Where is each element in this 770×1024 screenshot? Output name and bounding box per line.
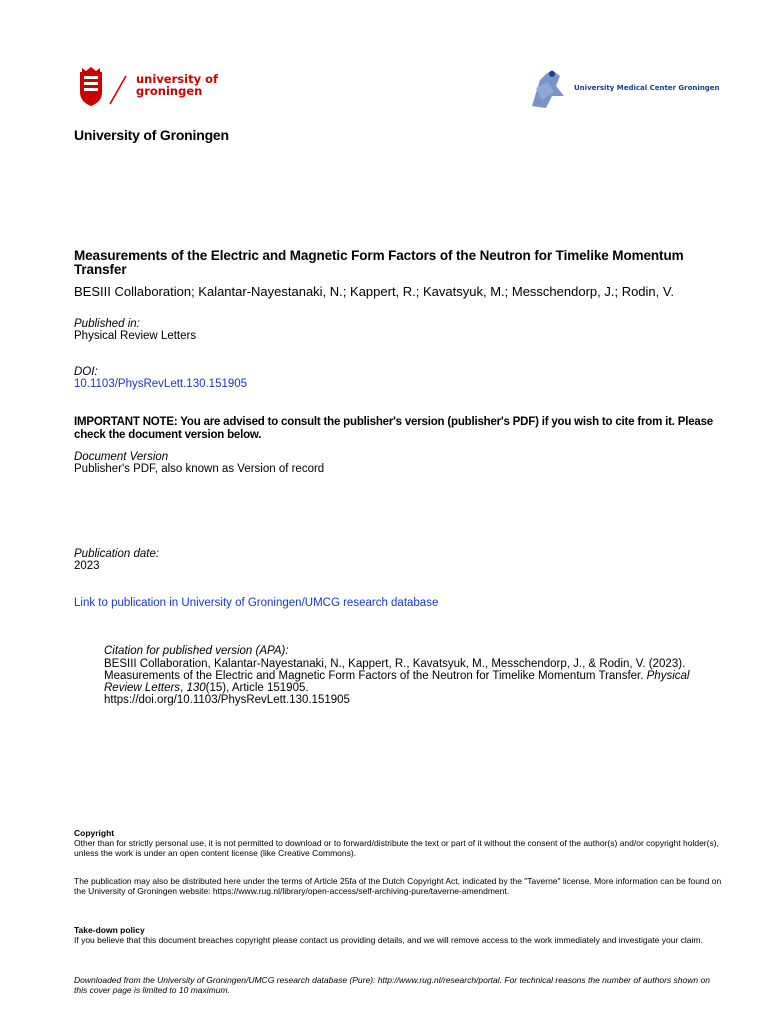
citation-separator: , [180, 682, 187, 694]
taverne-notice: The publication may also be distributed here under the terms of Article 25fa of the Dutch Copyright Act, indicated by the "Taverne" license. More information can be found on the University of Groningen website: https://www.rug.nl/library/open-access/self-archiving-pure/taverne-amendment. [74, 876, 722, 896]
umcg-figure-icon [526, 66, 570, 112]
rug-wordmark-line2: groningen [136, 84, 203, 98]
download-footer: Downloaded from the University of Groningen/UMCG research database (Pure): http://www.rug.nl/research/portal. For technical reasons the number of authors shown on this cover page is limited to 10 maximum. [74, 975, 710, 995]
published-in-label: Published in: [74, 318, 140, 330]
umcg-logo [526, 66, 720, 112]
published-in-section [74, 318, 196, 342]
rug-wordmark-line1: university of [136, 72, 218, 86]
citation-text [104, 658, 724, 694]
university-name: University of Groningen [74, 127, 229, 143]
citation-section [104, 645, 724, 706]
copyright-heading: Copyright [74, 828, 115, 838]
university-of-groningen-logo [78, 66, 228, 108]
doi-link[interactable]: 10.1103/PhysRevLett.130.151905 [74, 378, 248, 390]
publication-date-value: 2023 [74, 560, 100, 572]
umcg-wordmark: University Medical Center Groningen [574, 84, 720, 92]
author-list: BESIII Collaboration; Kalantar-Nayestanaki, N.; Kappert, R.; Kavatsyuk, M.; Messchendorp, J.; Rodin, V. [74, 284, 674, 299]
doi-label: DOI: [74, 366, 98, 378]
publication-date-label: Publication date: [74, 548, 160, 560]
citation-journal: Physical Review Letters [104, 670, 690, 694]
doi-section [74, 366, 247, 390]
document-version-value: Publisher's PDF, also known as Version of record [74, 463, 325, 475]
publication-database-link[interactable]: Link to publication in University of Groningen/UMCG research database [74, 597, 439, 609]
citation-volume: 130 [186, 682, 206, 694]
citation-part1: BESIII Collaboration, Kalantar-Nayestanaki, N., Kappert, R., Kavatsyuk, M., Messchendorp, J., & Rodin, V. (2023). Measurements of the Electric and Magnetic Form Factors of the Neutron for Timelike Momentum Transfer. [104, 658, 686, 682]
rug-crest-icon [78, 66, 128, 108]
document-version-section [74, 451, 324, 475]
citation-label: Citation for published version (APA): [104, 645, 289, 657]
publication-date-section [74, 548, 159, 572]
document-version-label: Document Version [74, 451, 169, 463]
journal-name: Physical Review Letters [74, 330, 197, 342]
copyright-text: Other than for strictly personal use, it is not permitted to download or to forward/distribute the text or part of it without the consent of the author(s) and/or copyright holder(s), unless the work is under an open content license (like Creative Commons). [74, 838, 719, 858]
takedown-text: If you believe that this document breaches copyright please contact us providing details, and we will remove access to the work immediately and investigate your claim. [74, 935, 703, 945]
copyright-section [74, 828, 724, 858]
takedown-section [74, 925, 724, 945]
important-note: IMPORTANT NOTE: You are advised to consult the publisher's version (publisher's PDF) if you wish to cite from it. Please check the document version below. [74, 416, 713, 441]
publication-title: Measurements of the Electric and Magnetic Form Factors of the Neutron for Timelike Momentum Transfer [74, 248, 684, 277]
takedown-heading: Take-down policy [74, 925, 145, 935]
citation-url: https://doi.org/10.1103/PhysRevLett.130.151905 [104, 694, 350, 706]
citation-part2: (15), Article 151905. [205, 682, 309, 694]
